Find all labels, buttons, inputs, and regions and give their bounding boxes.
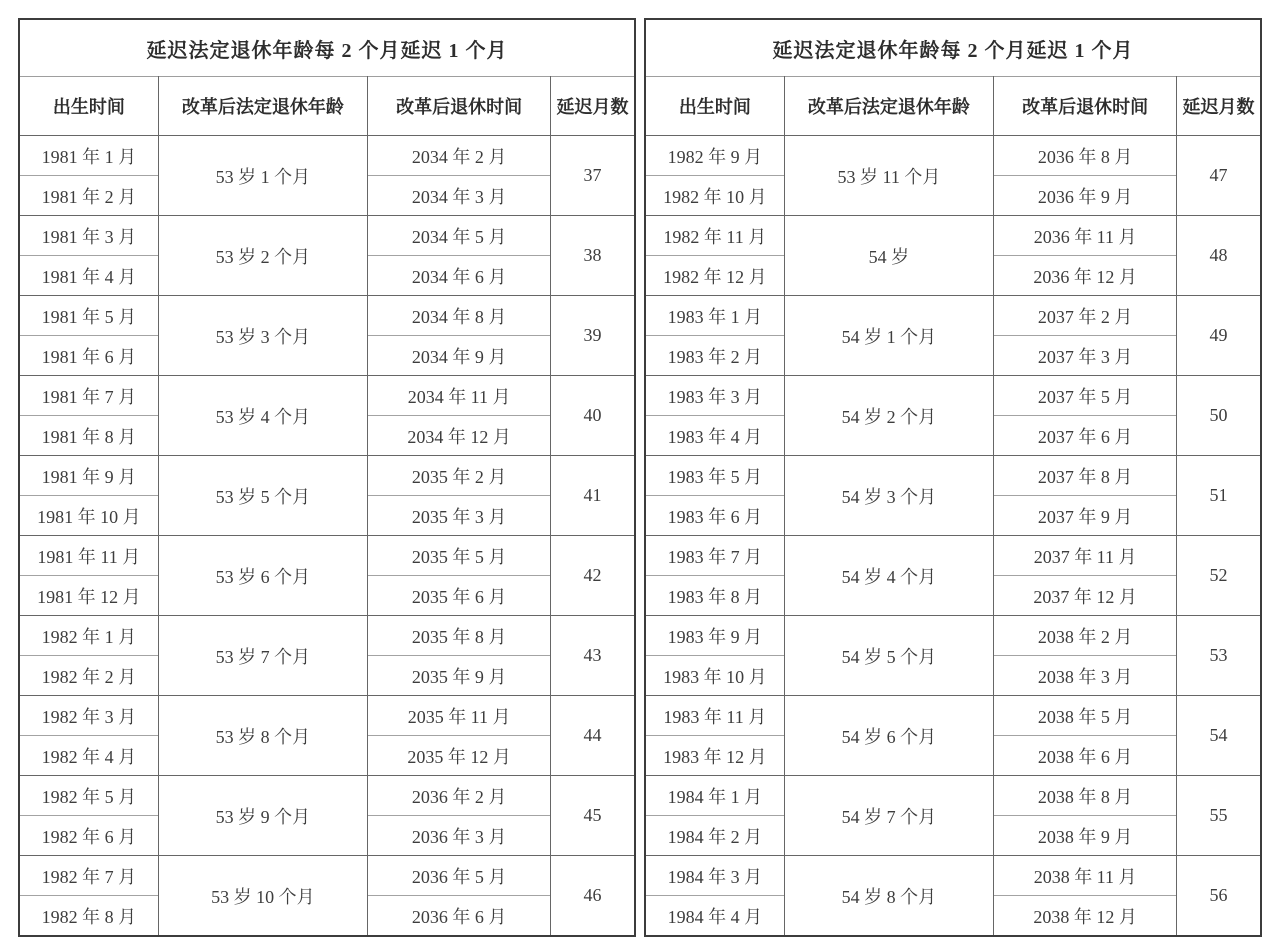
birth-month-cell: 1981 年 7 月	[19, 376, 158, 416]
birth-month-cell: 1983 年 12 月	[645, 736, 784, 776]
retirement-age-cell: 53 岁 8 个月	[158, 696, 367, 776]
table-row	[19, 536, 635, 576]
birth-month-cell: 1982 年 9 月	[645, 136, 784, 176]
retirement-date-cell: 2036 年 12 月	[994, 256, 1177, 296]
retirement-date-cell: 2036 年 2 月	[368, 776, 551, 816]
retirement-age-cell: 54 岁 1 个月	[784, 296, 993, 376]
table-body	[645, 136, 1261, 937]
delay-months-cell: 48	[1177, 216, 1261, 296]
retirement-date-cell: 2037 年 3 月	[994, 336, 1177, 376]
birth-month-cell: 1981 年 9 月	[19, 456, 158, 496]
retirement-date-cell: 2034 年 12 月	[368, 416, 551, 456]
delay-months-cell: 49	[1177, 296, 1261, 376]
table-header-row	[645, 77, 1261, 136]
birth-month-cell: 1983 年 1 月	[645, 296, 784, 336]
delay-months-cell: 44	[551, 696, 635, 776]
retirement-age-cell: 54 岁 3 个月	[784, 456, 993, 536]
retirement-date-cell: 2034 年 3 月	[368, 176, 551, 216]
birth-month-cell: 1983 年 8 月	[645, 576, 784, 616]
col-header-statutory-age: 改革后法定退休年龄	[158, 77, 367, 136]
delay-months-cell: 47	[1177, 136, 1261, 216]
delay-months-cell: 53	[1177, 616, 1261, 696]
col-header-birth-date: 出生时间	[645, 77, 784, 136]
retirement-age-cell: 54 岁 4 个月	[784, 536, 993, 616]
retirement-date-cell: 2037 年 5 月	[994, 376, 1177, 416]
table-row	[645, 216, 1261, 256]
birth-month-cell: 1984 年 3 月	[645, 856, 784, 896]
delay-months-cell: 38	[551, 216, 635, 296]
retirement-age-cell: 53 岁 5 个月	[158, 456, 367, 536]
birth-month-cell: 1982 年 8 月	[19, 896, 158, 937]
table-title-row	[19, 19, 635, 77]
birth-month-cell: 1981 年 10 月	[19, 496, 158, 536]
retirement-date-cell: 2037 年 2 月	[994, 296, 1177, 336]
delay-months-cell: 45	[551, 776, 635, 856]
retirement-date-cell: 2035 年 6 月	[368, 576, 551, 616]
col-header-birth-date: 出生时间	[19, 77, 158, 136]
retirement-table-right	[644, 18, 1262, 937]
delay-months-cell: 56	[1177, 856, 1261, 937]
col-header-statutory-age: 改革后法定退休年龄	[784, 77, 993, 136]
table-row	[645, 696, 1261, 736]
table-row	[645, 296, 1261, 336]
retirement-table-left	[18, 18, 636, 937]
birth-month-cell: 1983 年 6 月	[645, 496, 784, 536]
retirement-age-cell: 54 岁 6 个月	[784, 696, 993, 776]
retirement-age-cell: 54 岁 8 个月	[784, 856, 993, 937]
birth-month-cell: 1981 年 5 月	[19, 296, 158, 336]
retirement-date-cell: 2034 年 6 月	[368, 256, 551, 296]
retirement-date-cell: 2038 年 8 月	[994, 776, 1177, 816]
retirement-date-cell: 2037 年 8 月	[994, 456, 1177, 496]
table-row	[19, 776, 635, 816]
birth-month-cell: 1983 年 7 月	[645, 536, 784, 576]
retirement-date-cell: 2036 年 8 月	[994, 136, 1177, 176]
birth-month-cell: 1983 年 3 月	[645, 376, 784, 416]
retirement-date-cell: 2035 年 12 月	[368, 736, 551, 776]
delay-months-cell: 40	[551, 376, 635, 456]
delay-months-cell: 50	[1177, 376, 1261, 456]
birth-month-cell: 1983 年 9 月	[645, 616, 784, 656]
retirement-date-cell: 2034 年 2 月	[368, 136, 551, 176]
tables-container	[18, 18, 1262, 927]
table-row	[645, 616, 1261, 656]
retirement-date-cell: 2038 年 5 月	[994, 696, 1177, 736]
delay-months-cell: 39	[551, 296, 635, 376]
retirement-date-cell: 2038 年 12 月	[994, 896, 1177, 937]
retirement-date-cell: 2036 年 5 月	[368, 856, 551, 896]
retirement-date-cell: 2038 年 3 月	[994, 656, 1177, 696]
birth-month-cell: 1982 年 3 月	[19, 696, 158, 736]
retirement-date-cell: 2035 年 11 月	[368, 696, 551, 736]
retirement-date-cell: 2038 年 6 月	[994, 736, 1177, 776]
birth-month-cell: 1982 年 4 月	[19, 736, 158, 776]
retirement-date-cell: 2035 年 3 月	[368, 496, 551, 536]
birth-month-cell: 1982 年 11 月	[645, 216, 784, 256]
retirement-date-cell: 2035 年 8 月	[368, 616, 551, 656]
birth-month-cell: 1983 年 5 月	[645, 456, 784, 496]
retirement-date-cell: 2034 年 11 月	[368, 376, 551, 416]
retirement-age-cell: 53 岁 6 个月	[158, 536, 367, 616]
retirement-age-cell: 53 岁 1 个月	[158, 136, 367, 216]
retirement-date-cell: 2034 年 8 月	[368, 296, 551, 336]
table-title-row	[645, 19, 1261, 77]
birth-month-cell: 1982 年 10 月	[645, 176, 784, 216]
birth-month-cell: 1981 年 6 月	[19, 336, 158, 376]
retirement-date-cell: 2036 年 9 月	[994, 176, 1177, 216]
table-row	[645, 456, 1261, 496]
retirement-date-cell: 2037 年 9 月	[994, 496, 1177, 536]
birth-month-cell: 1981 年 12 月	[19, 576, 158, 616]
table-row	[19, 456, 635, 496]
retirement-date-cell: 2037 年 12 月	[994, 576, 1177, 616]
retirement-date-cell: 2034 年 5 月	[368, 216, 551, 256]
table-row	[645, 136, 1261, 176]
retirement-date-cell: 2037 年 11 月	[994, 536, 1177, 576]
table-row	[645, 776, 1261, 816]
col-header-delay-months: 延迟月数	[551, 77, 635, 136]
table-row	[19, 616, 635, 656]
birth-month-cell: 1984 年 1 月	[645, 776, 784, 816]
delay-months-cell: 55	[1177, 776, 1261, 856]
retirement-age-cell: 54 岁 7 个月	[784, 776, 993, 856]
birth-month-cell: 1981 年 8 月	[19, 416, 158, 456]
birth-month-cell: 1983 年 4 月	[645, 416, 784, 456]
birth-month-cell: 1984 年 4 月	[645, 896, 784, 937]
retirement-date-cell: 2035 年 9 月	[368, 656, 551, 696]
table-row	[19, 136, 635, 176]
retirement-date-cell: 2035 年 5 月	[368, 536, 551, 576]
col-header-delay-months: 延迟月数	[1177, 77, 1261, 136]
retirement-age-cell: 53 岁 9 个月	[158, 776, 367, 856]
table-row	[19, 696, 635, 736]
retirement-age-cell: 54 岁 2 个月	[784, 376, 993, 456]
table-row	[19, 376, 635, 416]
birth-month-cell: 1982 年 7 月	[19, 856, 158, 896]
birth-month-cell: 1981 年 3 月	[19, 216, 158, 256]
birth-month-cell: 1981 年 11 月	[19, 536, 158, 576]
table-row	[19, 216, 635, 256]
delay-months-cell: 43	[551, 616, 635, 696]
delay-months-cell: 51	[1177, 456, 1261, 536]
table-row	[645, 536, 1261, 576]
retirement-age-cell: 53 岁 2 个月	[158, 216, 367, 296]
delay-months-cell: 52	[1177, 536, 1261, 616]
retirement-age-cell: 53 岁 11 个月	[784, 136, 993, 216]
table-title: 延迟法定退休年龄每 2 个月延迟 1 个月	[772, 39, 1134, 62]
delay-months-cell: 37	[551, 136, 635, 216]
retirement-date-cell: 2036 年 6 月	[368, 896, 551, 937]
birth-month-cell: 1984 年 2 月	[645, 816, 784, 856]
retirement-age-cell: 53 岁 10 个月	[158, 856, 367, 937]
birth-month-cell: 1982 年 2 月	[19, 656, 158, 696]
table-row	[19, 296, 635, 336]
col-header-retire-date: 改革后退休时间	[994, 77, 1177, 136]
table-row	[645, 856, 1261, 896]
birth-month-cell: 1982 年 5 月	[19, 776, 158, 816]
retirement-date-cell: 2034 年 9 月	[368, 336, 551, 376]
birth-month-cell: 1983 年 10 月	[645, 656, 784, 696]
birth-month-cell: 1983 年 2 月	[645, 336, 784, 376]
table-body	[19, 136, 635, 937]
retirement-age-cell: 54 岁 5 个月	[784, 616, 993, 696]
delay-months-cell: 41	[551, 456, 635, 536]
delay-months-cell: 46	[551, 856, 635, 937]
birth-month-cell: 1982 年 1 月	[19, 616, 158, 656]
birth-month-cell: 1982 年 6 月	[19, 816, 158, 856]
birth-month-cell: 1981 年 2 月	[19, 176, 158, 216]
retirement-date-cell: 2037 年 6 月	[994, 416, 1177, 456]
retirement-age-cell: 53 岁 7 个月	[158, 616, 367, 696]
birth-month-cell: 1983 年 11 月	[645, 696, 784, 736]
retirement-age-cell: 54 岁	[784, 216, 993, 296]
retirement-date-cell: 2038 年 11 月	[994, 856, 1177, 896]
retirement-date-cell: 2036 年 11 月	[994, 216, 1177, 256]
retirement-date-cell: 2036 年 3 月	[368, 816, 551, 856]
table-header-row	[19, 77, 635, 136]
retirement-date-cell: 2038 年 2 月	[994, 616, 1177, 656]
birth-month-cell: 1982 年 12 月	[645, 256, 784, 296]
delay-months-cell: 42	[551, 536, 635, 616]
retirement-age-cell: 53 岁 3 个月	[158, 296, 367, 376]
retirement-date-cell: 2038 年 9 月	[994, 816, 1177, 856]
table-row	[645, 376, 1261, 416]
birth-month-cell: 1981 年 4 月	[19, 256, 158, 296]
delay-months-cell: 54	[1177, 696, 1261, 776]
retirement-age-cell: 53 岁 4 个月	[158, 376, 367, 456]
birth-month-cell: 1981 年 1 月	[19, 136, 158, 176]
table-title: 延迟法定退休年龄每 2 个月延迟 1 个月	[146, 39, 508, 62]
col-header-retire-date: 改革后退休时间	[368, 77, 551, 136]
retirement-date-cell: 2035 年 2 月	[368, 456, 551, 496]
table-row	[19, 856, 635, 896]
